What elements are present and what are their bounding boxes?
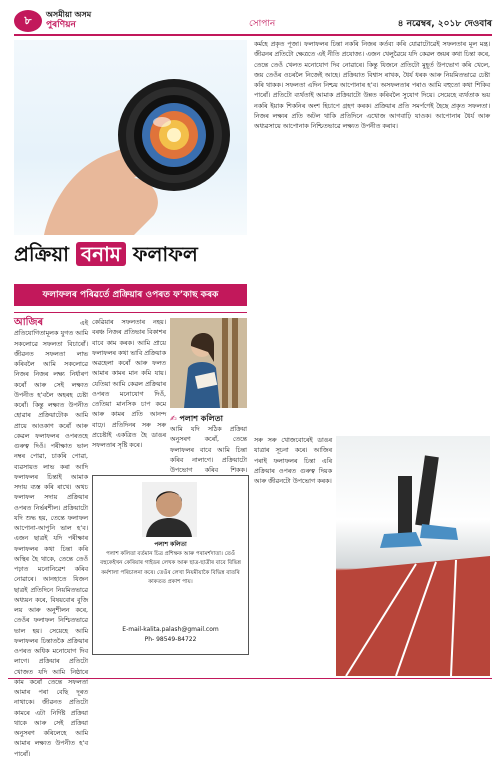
brand-prefix: অসমীয়া [46, 10, 72, 19]
brand-name: অসম [74, 10, 92, 19]
section-name: সোপান [249, 19, 276, 29]
subtitle-rule [14, 312, 247, 313]
issue-date: ৪ নৱেম্বৰ, ২০১৮ দেওবাৰ [397, 19, 492, 29]
pen-icon: ✍ [170, 414, 177, 423]
column-2b-text: আমি যদি সঠিক প্ৰক্ৰিয়া অনুসৰণ কৰোঁ, তেন্তে ফলাফলৰ বাবে আমি চিন্তা কৰিব নালাগে। প্ৰক্ৰিয়াটো উপভোগ কৰিব শিকক। [170, 426, 247, 474]
page-header [14, 8, 492, 34]
page-footer-rule [8, 678, 492, 679]
author-box [92, 475, 249, 655]
reader-image [170, 318, 247, 408]
article-column-4 [254, 436, 332, 676]
author-photo [142, 482, 197, 537]
article-column-1 [14, 317, 88, 758]
byline-name: পলাশ কলিতা [179, 414, 223, 423]
author-name: পলাশ কলিতা [154, 541, 187, 548]
article-subtitle: ফলাফলৰ পৰিৱৰ্তে প্ৰক্ৰিয়াৰ ওপৰত ফ’কাছ কৰক [14, 284, 247, 306]
column-4-text: সৰু সৰু খোজবোৰেই ডাঙৰ যাত্ৰাৰ সূচনা কৰে। আজিৰ পৰাই ফলাফলৰ চিন্তা এৰি প্ৰক্ৰিয়াৰ ওপৰত গুৰুত্ব দিয়ক আৰু জীৱনটো উপভোগ কৰক। [254, 437, 332, 485]
title-result: ফলাফল [132, 242, 198, 266]
header-rule [14, 34, 492, 36]
page-number: ৮ [14, 10, 42, 32]
publication-brand [46, 10, 91, 30]
runner-track-image [336, 436, 490, 676]
author-bio: পলাশ কলিতা বৰ্তমান চিত্ৰ প্ৰশিক্ষক আৰু পৰামৰ্শদাতা। তেওঁ বহুকেইখন কেৰিয়াৰ গাইডৰ লেখক আৰু ছাত্ৰ-ছাত্ৰীৰ বাবে বিভিন্ন কৰ্মশালা পৰিচালনা কৰে। তেওঁৰ লেখা নিয়মীয়াকৈ বিভিন্ন বাতৰি কাকতত প্ৰকাশ পায়। [100, 551, 241, 586]
author-portrait [142, 482, 197, 537]
column-2-text: কেৱিয়াৰ সফলতাৰ নহয়। বৰঞ্চ নিজৰ প্ৰতিভাৰ বিকাশৰ বাবে কাম কৰক। আমি প্ৰায়ে ফলাফলৰ কথা ভাবি প্ৰক্ৰিয়াক অৱহেলা কৰোঁ আৰু ফলত আমাৰ কামৰ মান কমি যায়। যেতিয়া আমি কেৱল প্ৰক্ৰিয়াৰ ওপৰত মনোযোগ দিওঁ, তেতিয়া মানসিক চাপ কমে আৰু কামৰ প্ৰতি আনন্দ বাঢ়ে। প্ৰতিদিনৰ সৰু সৰু প্ৰচেষ্টাই একত্ৰিত হৈ ডাঙৰ সফলতাৰ সৃষ্টি কৰে। [92, 319, 166, 449]
hero-lens-image [14, 40, 247, 235]
column-1-text: এই প্ৰতিযোগিতামূলক যুগত আমি সকলোৱে সফলতা বিচাৰোঁ। জীৱনত সফলতা লাভ কৰিবলৈ আমি সকলোৱে নিজৰ নিজৰ লক্ষ্য নিৰ্ধাৰণ কৰোঁ আৰু সেই লক্ষ্যত উপনীত হ’বলৈ অহৰহ চেষ্টা কৰোঁ। কিন্তু লক্ষ্যত উপনীত হোৱাৰ প্ৰক্ৰিয়াটোক আমি প্ৰায়ে আওকাণ কৰোঁ আৰু কেৱল ফলাফলৰ ওপৰতহে গুৰুত্ব দিওঁ। পৰীক্ষাত ভাল নম্বৰ পোৱা, চাকৰি পোৱা, ব্যৱসায়ত লাভ কৰা আদি ফলাফলৰ চিন্তাই আমাক সদায় ব্যস্ত কৰি ৰাখে। অথচ ফলাফল সদায় প্ৰক্ৰিয়াৰ ওপৰত নিৰ্ভৰশীল। প্ৰক্ৰিয়াটো যদি শুদ্ধ হয়, তেন্তে ফলাফল আপোনা-আপুনি ভাল হ’ব। এজন ছাত্ৰই যদি পৰীক্ষাৰ ফলাফলৰ কথা চিন্তা কৰি অস্থিৰ হৈ থাকে, তেন্তে তেওঁ পঢ়াত মনোনিৱেশ কৰিব নোৱাৰে। আনহাতে যিজন ছাত্ৰই প্ৰতিদিনে নিয়মিতভাৱে অধ্যয়ন কৰে, বিষয়বোৰ বুজি লয় আৰু অনুশীলন কৰে, তেওঁৰ ফলাফল নিশ্চিতভাৱে ভাল হয়। সেয়েহে আমি ফলাফলৰ চিন্তাতকৈ প্ৰক্ৰিয়াৰ ওপৰত অধিক মনোযোগ দিব লাগে। প্ৰক্ৰিয়াৰ প্ৰতিটো খোজত যদি আমি নিষ্ঠাৰে কাম কৰোঁ তেন্তে সফলতা আমাৰ পৰা বেছি দূৰত নাথাকে। জীৱনত প্ৰতিটো কামৰে এটা নিৰ্দিষ্ট প্ৰক্ৰিয়া থাকে আৰু সেই প্ৰক্ৰিয়া অনুসৰণ কৰিলেহে আমি আমাৰ লক্ষ্যত উপনীত হ’ব পাৰোঁ। [14, 320, 88, 758]
title-process: প্ৰক্ৰিয়া [14, 242, 69, 266]
column-3-text: কৰ্মহে প্ৰকৃত পূজা। ফলাফলৰ চিন্তা নকৰি নিজৰ কৰ্তব্য কৰি যোৱাটোৱেই সফলতাৰ মূল মন্ত্ৰ। জীৱনৰ প্ৰতিটো ক্ষেত্ৰতে এই নীতি প্ৰযোজ্য। এজন খেলুৱৈয়ে যদি কেৱল জয়ৰ কথা চিন্তা কৰে, তেন্তে তেওঁ খেলত মনোযোগ দিব নোৱাৰে। কিন্তু যিজনে প্ৰতিটো মুহূৰ্ত উপভোগ কৰি খেলে, জয় তেওঁৰ ওচৰলৈ নিজেই আহে। প্ৰক্ৰিয়াত বিশ্বাস ৰাখক, ধৈৰ্য ধৰক আৰু নিয়মিতভাৱে চেষ্টা কৰি থাকক। সফলতা এদিন নিশ্চয় আপোনাৰ হ’ব। অসফলতাৰ পৰাও আমি বহুতো কথা শিকিব পাৰোঁ। প্ৰতিটো ব্যৰ্থতাই আমাক প্ৰক্ৰিয়াটো উন্নত কৰিবলৈ সুযোগ দিয়ে। সেয়েহে ব্যৰ্থতাক ভয় নকৰি ইয়াক শিকনিৰ অংশ হিচাপে গ্ৰহণ কৰক। প্ৰক্ৰিয়াৰ প্ৰতি সমৰ্পণেই হৈছে প্ৰকৃত সফলতা। নিজৰ লক্ষ্যৰ প্ৰতি অটল থাকি প্ৰতিদিনে এখোজ আগবাঢ়ি যাওক। আপোনাৰ ধৈৰ্য আৰু অধ্যৱসায়ে আপোনাক নিশ্চিতভাৱে লক্ষ্যত উপনীত কৰাব। [254, 41, 490, 130]
article-title [14, 240, 247, 272]
author-phone: Ph- 98549-84722 [144, 636, 197, 643]
running-shoes-illustration [336, 436, 490, 676]
lens-illustration [14, 40, 247, 235]
title-versus: বনাম [76, 242, 126, 266]
brand-subname: পুৰণিয়ন [46, 20, 76, 30]
drop-word: আজিৰ [14, 317, 44, 328]
article-column-2b [170, 425, 247, 473]
woman-reading-illustration [170, 318, 247, 408]
article-column-3 [254, 40, 490, 432]
author-email: E-mail-kalita.palash@gmail.com [122, 626, 219, 633]
article-column-2 [92, 318, 166, 470]
